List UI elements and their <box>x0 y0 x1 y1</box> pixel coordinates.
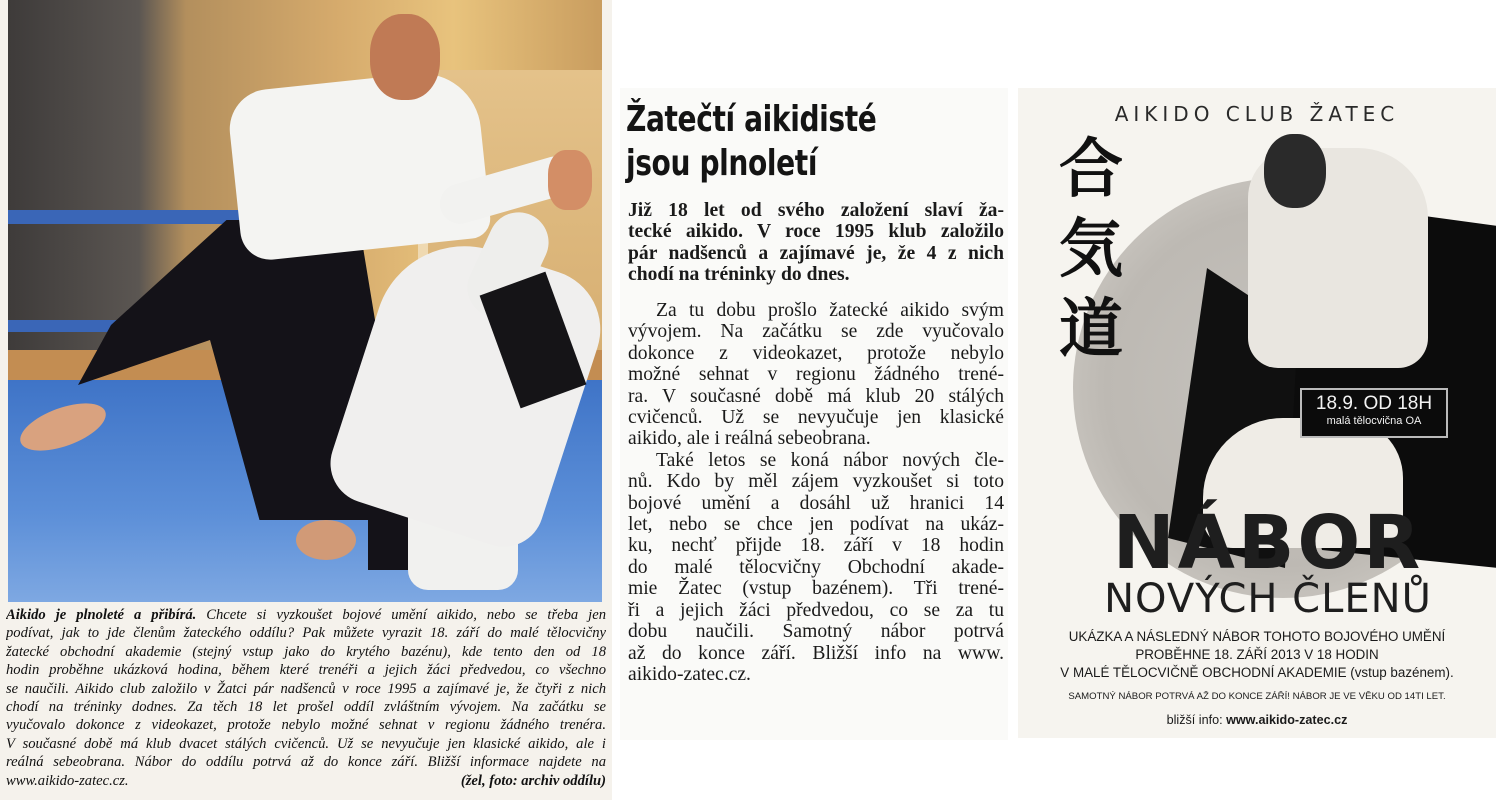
body-line: aikido, ale i reálná sebeobrana. <box>628 428 871 450</box>
lead-line: Již 18 let od svého založení slaví ža- <box>628 200 1004 221</box>
body-line: ku, nechť přijde 18. září v 18 hodin <box>628 535 1004 557</box>
poster-info <box>1018 628 1496 728</box>
poster-info-line: UKÁZKA A NÁSLEDNÝ NÁBOR TOHOTO BOJOVÉHO UMĚNÍ <box>1068 629 1446 644</box>
poster-info-line: V MALÉ TĚLOCVIČNĚ OBCHODNÍ AKADEMIE (vstup bazénem). <box>1060 665 1454 680</box>
headline-line: jsou plnoletí <box>626 143 818 184</box>
kanji-glyph: 合 <box>1059 132 1123 207</box>
caption-line: V současné době má klub dvacet stálých cvičenců. Už se nevyučuje jen klasické aikido, ale i <box>6 735 606 752</box>
caption-line: se naučili. Aikido club založilo v Žatci pár nadšenců v roce 1995 a zajímavé je, že čtyři z nich <box>6 680 606 697</box>
body-line: mie Žatec (vstup bazénem). Tři trené- <box>628 578 1004 600</box>
left-clipping <box>0 0 612 800</box>
body-line: dobu naučili. Samotný nábor potrvá <box>628 621 1004 643</box>
caption-line: reálná sebeobrana. Nábor do oddílu potrvá až do konce září. Bližší informace najdete na <box>6 754 606 771</box>
poster-kanji <box>1046 130 1136 370</box>
poster-title: NÁBOR <box>1112 500 1424 586</box>
headline-line: Žatečtí aikidisté <box>626 99 877 140</box>
body-line: vývojem. Na začátku se zde vyučovalo <box>628 321 1004 343</box>
poster-web-label: bližší info: <box>1166 713 1227 727</box>
poster-web-line <box>1018 712 1496 728</box>
poster-figure-head <box>1264 134 1326 208</box>
caption-line: žatecké obchodní akademie (stejný vstup jako do krytého bazénu), kde tento den od 18 <box>6 643 606 660</box>
recruitment-poster <box>1018 88 1496 738</box>
poster-club-name: AIKIDO CLUB ŽATEC <box>1114 102 1400 126</box>
caption-lead: Aikido je plnoleté a přibírá. <box>6 607 197 623</box>
body-line: do malé tělocvičny Obchodní akade- <box>628 556 1004 578</box>
instructor-hand <box>548 150 592 210</box>
article <box>620 88 1008 740</box>
body-line: cvičenců. Už se nevyučuje jen klasické <box>628 407 1004 429</box>
caption-line: vyučovalo dokonce z videokazet, protože nebylo možné sehnat v regionu žádného trenéra. <box>6 717 606 734</box>
caption-line <box>6 772 606 790</box>
poster-web-link: www.aikido-zatec.cz <box>1226 713 1348 727</box>
poster-date-badge <box>1300 388 1448 438</box>
body-line: aikido-zatec.cz. <box>628 663 751 685</box>
instructor-head <box>370 14 440 100</box>
aikido-photo <box>8 0 602 602</box>
poster-place: malá tělocvična OA <box>1326 415 1422 427</box>
poster-info-small: SAMOTNÝ NÁBOR POTRVÁ AŽ DO KONCE ZÁŘÍ! NÁBOR JE VE VĚKU OD 14TI LET. <box>1068 691 1446 702</box>
kanji-glyph: 気 <box>1059 212 1123 287</box>
body-line: Za tu dobu prošlo žatecké aikido svým <box>656 300 1004 321</box>
caption-line: hodin proběhne ukázková hodina, během které trenéři a jejich žáci předvedou, co všechno <box>6 662 606 679</box>
article-headline <box>626 98 922 186</box>
body-line: až do konce září. Bližší info na www. <box>628 642 1004 664</box>
lead-line: tecké aikido. V roce 1995 klub založilo <box>628 221 1004 243</box>
caption-line: podívat, jak to jde členům žateckého oddílu? Pak můžete vyrazit 18. září do malé tělocvičny <box>6 625 606 642</box>
body-line: nů. Kdo by měl zájem vyzkoušet si toto <box>628 471 1004 493</box>
article-lead <box>628 200 1004 286</box>
caption-link: www.aikido-zatec.cz. <box>6 772 129 789</box>
lead-line: pár nadšenců a zajímavé je, že 4 z nich <box>628 242 1004 264</box>
body-line: let, nebo se chce jen podívat na ukáz- <box>628 514 1004 536</box>
body-line: ra. V současné době má klub 20 stálých <box>628 385 1004 407</box>
body-line: bojové umění a dosáhl už hranici 14 <box>628 492 1004 514</box>
instructor-foot <box>296 520 356 560</box>
body-line: možné sehnat v regionu žádného trené- <box>628 364 1004 386</box>
poster-info-line: PROBĚHNE 18. ZÁŘÍ 2013 V 18 HODIN <box>1135 647 1379 662</box>
body-line: Také letos se koná nábor nových čle- <box>656 449 1004 471</box>
article-body <box>628 300 1004 685</box>
poster-subtitle: NOVÝCH ČLENŮ <box>1104 576 1432 622</box>
body-line: dokonce z videokazet, protože nebylo <box>628 342 1004 364</box>
kanji-glyph: 道 <box>1059 292 1123 367</box>
caption-line: chodí na tréninky dodnes. Za těch 18 let prošel oddíl zvláštním vývojem. Na začátku se <box>6 699 606 716</box>
poster-date: 18.9. OD 18H <box>1315 393 1433 414</box>
photo-credit: (žel, foto: archiv oddílu) <box>460 772 606 789</box>
photo-caption <box>6 606 606 790</box>
body-line: ři a jejich žáci předvedou, co se za tu <box>628 599 1004 621</box>
caption-line: Aikido je plnoleté a přibírá. Chcete si vyzkoušet bojové umění aikido, nebo se třeba jen <box>6 607 606 623</box>
instructor-gi <box>226 67 492 262</box>
lead-line: chodí na tréninky do dnes. <box>628 264 850 286</box>
